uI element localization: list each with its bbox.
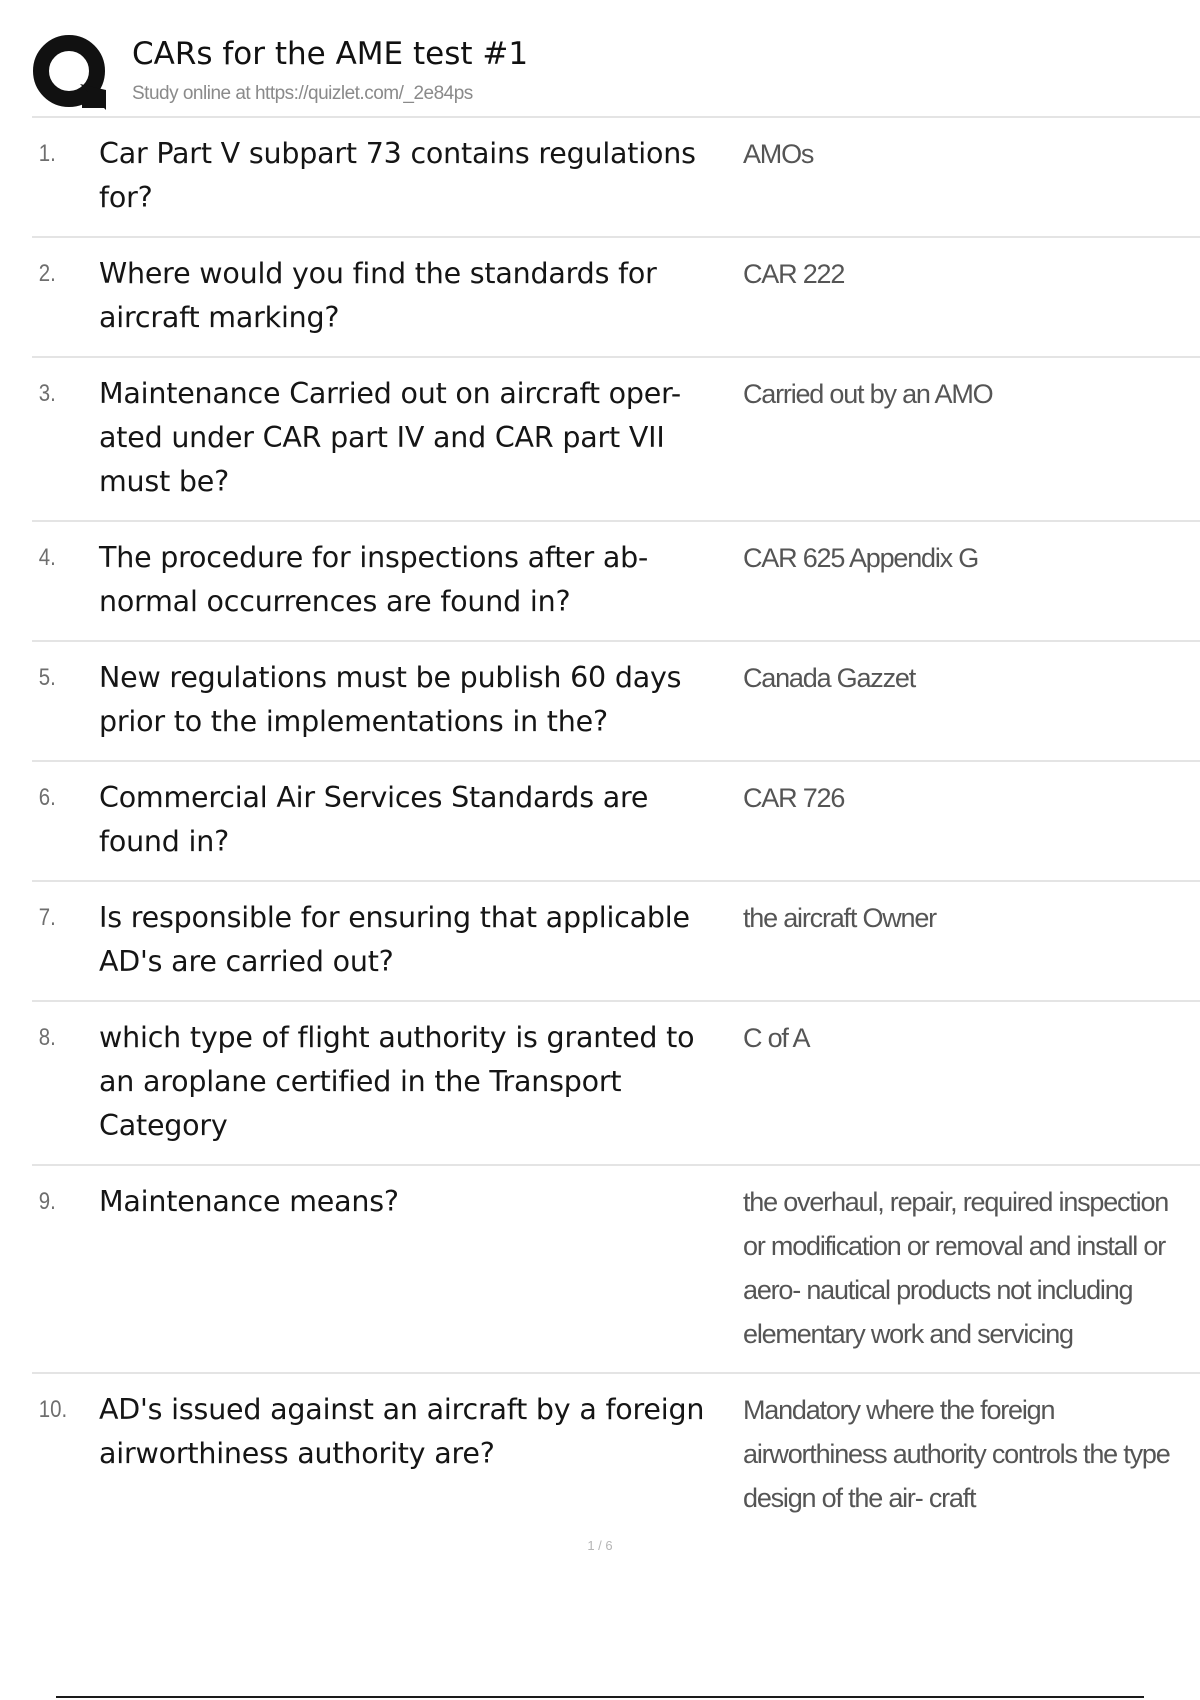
flashcard-row bbox=[32, 1002, 1200, 1166]
flashcard-row bbox=[32, 238, 1200, 358]
document-title: CARs for the AME test #1 bbox=[132, 36, 529, 72]
card-number: 6. bbox=[38, 784, 56, 811]
flashcard-row bbox=[32, 358, 1200, 522]
card-term: The procedure for inspections after ab- normal occurrences are found in? bbox=[99, 541, 649, 618]
card-definition: the aircraft Owner bbox=[743, 903, 936, 933]
card-definition: CAR 726 bbox=[743, 783, 845, 813]
flashcard-row bbox=[32, 882, 1200, 1002]
card-definition: Canada Gazzet bbox=[743, 663, 916, 693]
card-definition: CAR 625 Appendix G bbox=[743, 543, 979, 573]
card-term: Maintenance means? bbox=[99, 1185, 399, 1218]
page-indicator: 1 / 6 bbox=[587, 1538, 613, 1553]
flashcard-row bbox=[32, 1374, 1200, 1536]
card-number: 2. bbox=[38, 260, 56, 287]
quizlet-q-logo-icon bbox=[32, 34, 110, 112]
card-term: New regulations must be publish 60 days prior to the implementations in the? bbox=[99, 661, 682, 738]
card-term: AD's issued against an aircraft by a foreign airworthiness authority are? bbox=[99, 1393, 705, 1470]
card-number: 8. bbox=[38, 1024, 56, 1051]
card-number: 4. bbox=[38, 544, 56, 571]
study-online-link[interactable]: Study online at https://quizlet.com/_2e84ps bbox=[132, 83, 473, 104]
card-term: Where would you find the standards for aircraft marking? bbox=[99, 257, 657, 334]
document-header bbox=[32, 30, 1200, 118]
card-definition: C of A bbox=[743, 1023, 810, 1053]
flashcard-row bbox=[32, 762, 1200, 882]
card-number: 9. bbox=[38, 1188, 56, 1215]
card-definition: CAR 222 bbox=[743, 259, 845, 289]
card-number: 1. bbox=[38, 140, 56, 167]
card-definition: Carried out by an AMO bbox=[743, 379, 993, 409]
flashcard-list bbox=[32, 118, 1200, 1536]
card-definition: AMOs bbox=[743, 139, 814, 169]
card-term: which type of flight authority is granted to an aroplane certified in the Transport Category bbox=[99, 1021, 695, 1142]
flashcard-row bbox=[32, 522, 1200, 642]
footer-divider bbox=[56, 1696, 1144, 1698]
card-term: Maintenance Carried out on aircraft oper- ated under CAR part IV and CAR part VII must be? bbox=[99, 377, 681, 498]
card-number: 7. bbox=[38, 904, 56, 931]
card-number: 3. bbox=[38, 380, 56, 407]
card-number: 5. bbox=[38, 664, 56, 691]
card-term: Commercial Air Services Standards are found in? bbox=[99, 781, 649, 858]
flashcard-row bbox=[32, 118, 1200, 238]
flashcard-row bbox=[32, 642, 1200, 762]
card-term: Car Part V subpart 73 contains regulations for? bbox=[99, 137, 696, 214]
card-term: Is responsible for ensuring that applicable AD's are carried out? bbox=[99, 901, 690, 978]
card-definition: Mandatory where the foreign airworthiness authority controls the type design of the air- craft bbox=[743, 1395, 1170, 1513]
card-number: 10. bbox=[38, 1396, 68, 1423]
card-definition: the overhaul, repair, required inspection or modification or removal and install or aero- nautical products not including elementary work and servicing bbox=[743, 1187, 1169, 1349]
flashcard-row bbox=[32, 1166, 1200, 1374]
